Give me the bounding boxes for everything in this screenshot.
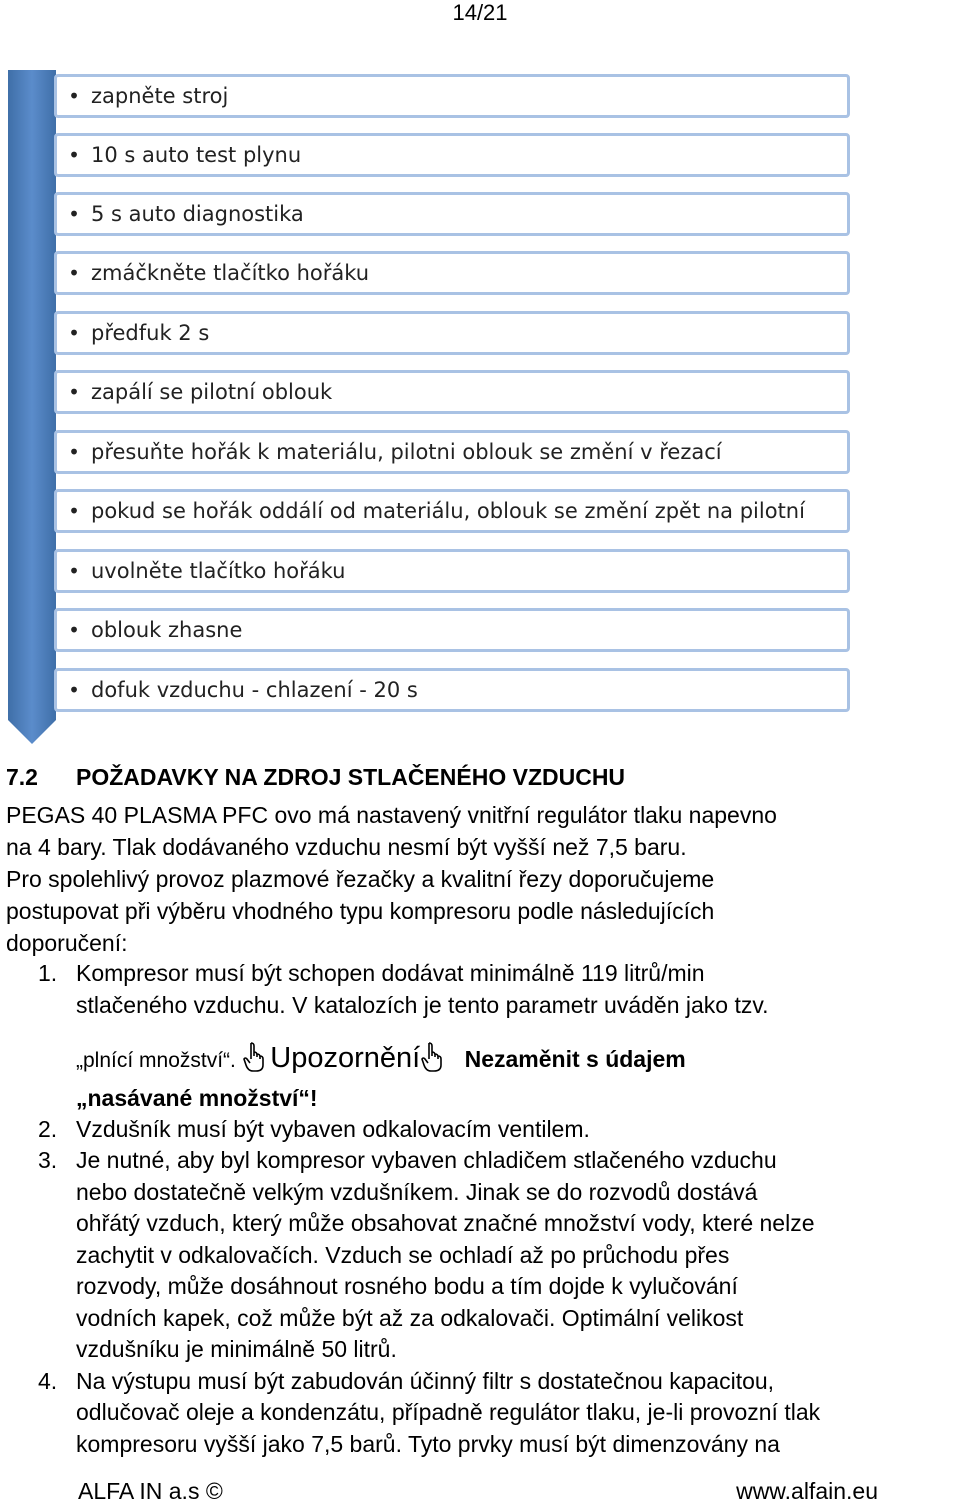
plnici-text: „plnící množství“. xyxy=(76,1049,236,1072)
pointing-hand-icon xyxy=(420,1041,448,1073)
item-text: Je nutné, aby byl kompresor vybaven chladičem stlačeného vzduchu xyxy=(76,1147,777,1173)
flow-step xyxy=(54,74,850,118)
flow-step xyxy=(54,549,850,593)
intro-line-2: na 4 bary. Tlak dodávaného vzduchu nesmí být vyšší než 7,5 baru. xyxy=(6,834,687,860)
flow-step xyxy=(54,251,850,295)
flow-step xyxy=(54,133,850,177)
item-text: stlačeného vzduchu. V katalozích je tento parametr uváděn jako tzv. xyxy=(76,992,769,1018)
flow-step-label: 5 s auto diagnostika xyxy=(91,202,304,226)
flow-step xyxy=(54,370,850,414)
flow-step-label: zapálí se pilotní oblouk xyxy=(91,380,333,404)
flow-step xyxy=(54,430,850,474)
pointing-hand-icon xyxy=(242,1041,270,1073)
flow-step-label: přesuňte hořák k materiálu, pilotni oblouk se změní v řezací xyxy=(91,440,722,464)
item-text: Vzdušník musí být vybaven odkalovacím ventilem. xyxy=(76,1116,590,1142)
flow-step-label: pokud se hořák oddálí od materiálu, oblouk se změní zpět na pilotní xyxy=(91,499,805,523)
bullet-icon: • xyxy=(68,559,80,583)
flow-step xyxy=(54,668,850,712)
flow-step-label: uvolněte tlačítko hořáku xyxy=(91,559,346,583)
item-text: Kompresor musí být schopen dodávat minimálně 119 litrů/min xyxy=(76,960,705,986)
bullet-icon: • xyxy=(68,261,80,285)
item-text: Na výstupu musí být zabudován účinný filtr s dostatečnou kapacitou, xyxy=(76,1368,775,1394)
flow-step xyxy=(54,192,850,236)
flow-step-label: předfuk 2 s xyxy=(91,321,210,345)
flow-step xyxy=(54,608,850,652)
item-number: 2. xyxy=(38,1116,58,1142)
bullet-icon: • xyxy=(68,380,80,404)
intro-line-3: Pro spolehlivý provoz plazmové řezačky a kvalitní řezy doporučujeme xyxy=(6,866,715,892)
item-number: 3. xyxy=(38,1147,58,1173)
warning-bold-text: Nezaměnit s údajem xyxy=(464,1046,686,1072)
bullet-icon: • xyxy=(68,143,80,167)
bullet-icon: • xyxy=(68,321,80,345)
footer-company: ALFA IN a.s © xyxy=(78,1478,223,1504)
flow-step-label: zapněte stroj xyxy=(91,84,229,108)
bullet-icon: • xyxy=(68,618,80,642)
bullet-icon: • xyxy=(68,499,80,523)
item-number: 4. xyxy=(38,1368,58,1394)
page-number: 14/21 xyxy=(452,0,508,25)
flow-step-label: 10 s auto test plynu xyxy=(91,143,302,167)
section-number: 7.2 xyxy=(6,764,38,790)
section-title: POŽADAVKY NA ZDROJ STLAČENÉHO VZDUCHU xyxy=(76,764,626,790)
intro-line-1: PEGAS 40 PLASMA PFC ovo má nastavený vnitřní regulátor tlaku napevno xyxy=(6,802,777,828)
footer-website: www.alfain.eu xyxy=(736,1478,878,1504)
bullet-icon: • xyxy=(68,678,80,702)
intro-line-4: postupovat při výběru vhodného typu kompresoru podle následujících xyxy=(6,898,715,924)
flow-step xyxy=(54,311,850,355)
bullet-icon: • xyxy=(68,202,80,226)
bullet-icon: • xyxy=(68,440,80,464)
flow-step-label: dofuk vzduchu - chlazení - 20 s xyxy=(91,678,418,702)
warning-label: Upozornění xyxy=(270,1042,421,1074)
flow-step-label: zmáčkněte tlačítko hořáku xyxy=(91,261,370,285)
bullet-icon: • xyxy=(68,84,80,108)
flow-step xyxy=(54,489,850,533)
flow-step-label: oblouk zhasne xyxy=(91,618,243,642)
intro-line-5: doporučení: xyxy=(6,930,128,956)
item-number: 1. xyxy=(38,960,58,986)
section-heading xyxy=(6,762,625,792)
